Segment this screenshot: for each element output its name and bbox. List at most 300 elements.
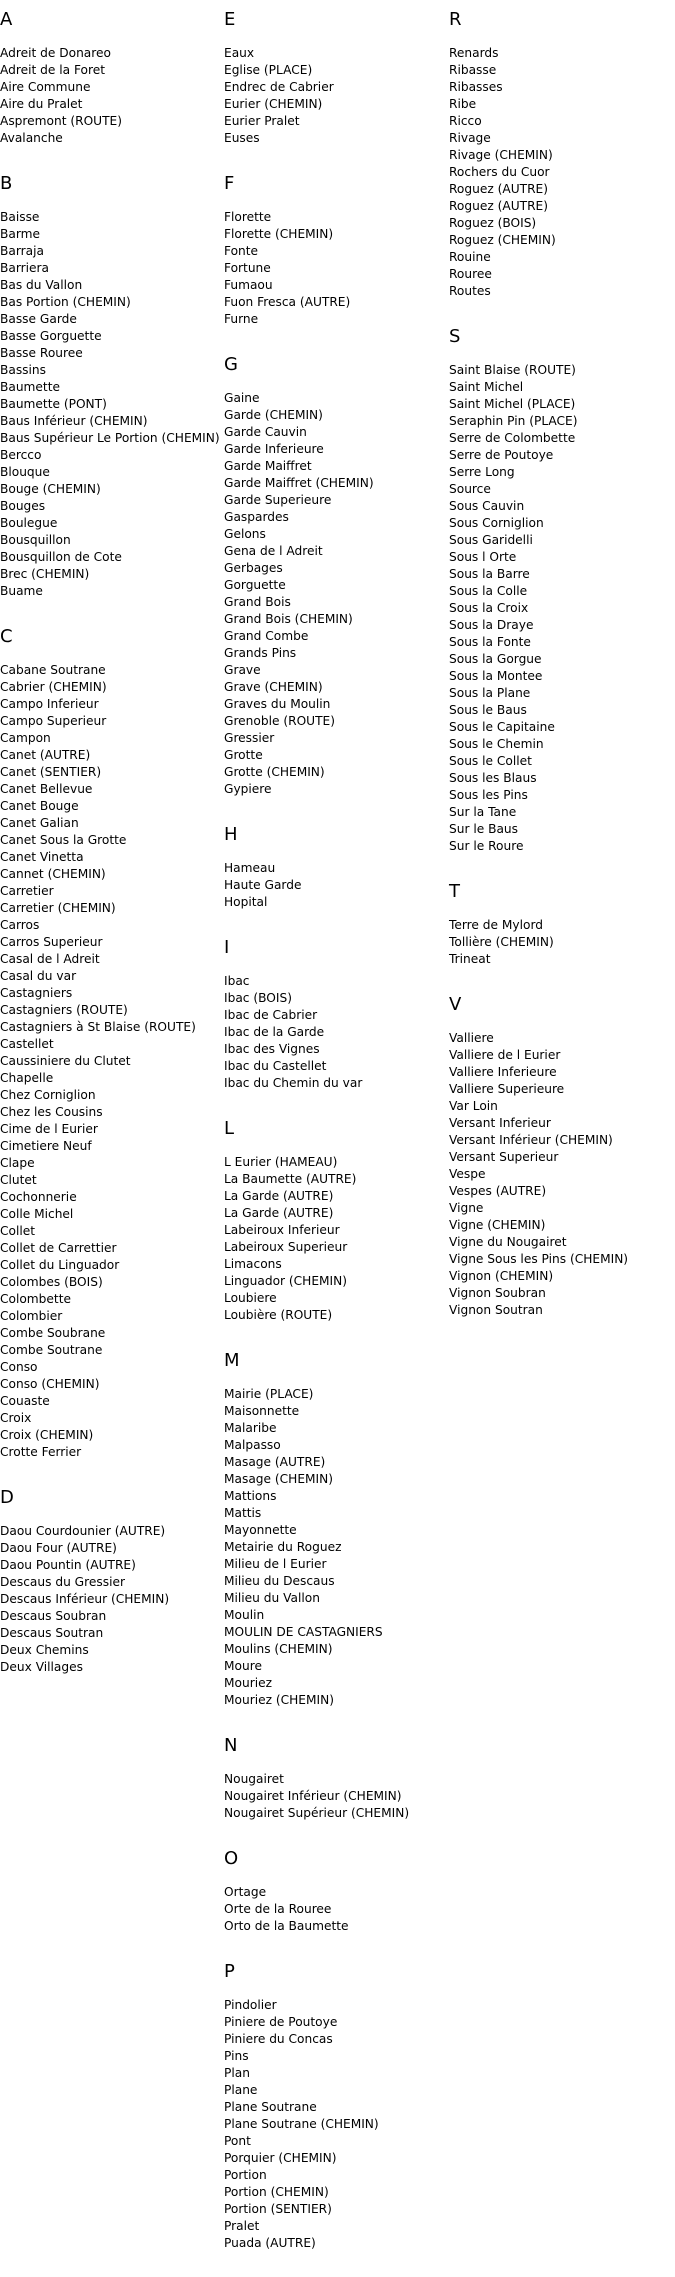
place-name-item: Barme — [0, 227, 40, 241]
place-name-item: Garde (CHEMIN) — [224, 408, 323, 422]
place-name-item: Orto de la Baumette — [224, 1919, 349, 1933]
place-name-list — [224, 1154, 444, 1324]
place-name-item: Baus Inférieur (CHEMIN) — [0, 414, 148, 428]
place-name-item: Porquier (CHEMIN) — [224, 2151, 337, 2165]
place-name-list — [224, 973, 444, 1092]
place-name-item: Pindolier — [224, 1998, 277, 2012]
place-name-item: Saint Michel — [449, 380, 524, 394]
place-name-item: Vignon Soubran — [449, 1286, 546, 1300]
letter-section — [449, 325, 669, 855]
place-name-item: Canet Galian — [0, 816, 79, 830]
section-letter-heading: H — [224, 824, 238, 845]
column-2 — [224, 0, 444, 2277]
place-name-item: Gelons — [224, 527, 266, 541]
place-name-item: Barriera — [0, 261, 49, 275]
place-name-item: Avalanche — [0, 131, 63, 145]
place-name-item: Sous Cauvin — [449, 499, 525, 513]
place-name-item: Gypiere — [224, 782, 272, 796]
place-name-list — [224, 1771, 444, 1822]
letter-section — [224, 1117, 444, 1324]
place-name-item: Daou Pountin (AUTRE) — [0, 1558, 136, 1572]
place-name-item: Roguez (AUTRE) — [449, 199, 548, 213]
place-name-item: Bas Portion (CHEMIN) — [0, 295, 131, 309]
place-name-item: Sous la Gorgue — [449, 652, 542, 666]
place-name-item: Portion — [224, 2168, 267, 2182]
place-name-item: Vignon Soutran — [449, 1303, 543, 1317]
place-name-item: Baumette (PONT) — [0, 397, 107, 411]
place-name-item: Roguez (AUTRE) — [449, 182, 548, 196]
place-name-item: Aspremont (ROUTE) — [0, 114, 123, 128]
place-name-item: Florette — [224, 210, 272, 224]
place-name-item: Valliere Inferieure — [449, 1065, 557, 1079]
place-name-item: Hameau — [224, 861, 276, 875]
place-name-item: Descaus du Gressier — [0, 1575, 125, 1589]
column-1 — [0, 0, 220, 1701]
place-name-item: Graves du Moulin — [224, 697, 331, 711]
place-name-item: Vigne Sous les Pins (CHEMIN) — [449, 1252, 629, 1266]
place-name-item: Milieu du Descaus — [224, 1574, 335, 1588]
place-name-item: Colle Michel — [0, 1207, 74, 1221]
place-name-item: Combe Soubrane — [0, 1326, 106, 1340]
place-name-item: Limacons — [224, 1257, 282, 1271]
letter-section — [224, 823, 444, 911]
place-name-item: Aire du Pralet — [0, 97, 83, 111]
place-name-item: Ibac du Castellet — [224, 1059, 327, 1073]
place-name-item: Ibac de Cabrier — [224, 1008, 318, 1022]
place-name-item: Castagniers — [0, 986, 73, 1000]
place-name-item: Mayonnette — [224, 1523, 297, 1537]
place-name-list — [224, 860, 444, 911]
place-name-item: Ricco — [449, 114, 482, 128]
letter-section — [224, 172, 444, 328]
section-letter-heading: B — [0, 173, 13, 194]
place-name-item: Colombier — [0, 1309, 63, 1323]
place-name-item: Canet Bouge — [0, 799, 79, 813]
place-name-item: Terre de Mylord — [449, 918, 543, 932]
section-letter-heading: A — [0, 9, 13, 30]
letter-section — [449, 880, 669, 968]
place-name-item: Conso — [0, 1360, 38, 1374]
place-name-item: Sous les Blaus — [449, 771, 537, 785]
place-name-item: Serre de Poutoye — [449, 448, 554, 462]
place-name-list — [0, 1523, 220, 1676]
place-name-item: Fortune — [224, 261, 271, 275]
place-name-item: Mairie (PLACE) — [224, 1387, 314, 1401]
place-name-item: Eaux — [224, 46, 255, 60]
place-name-item: Piniere de Poutoye — [224, 2015, 338, 2029]
place-name-item: Sous le Baus — [449, 703, 527, 717]
place-name-item: Plane Soutrane (CHEMIN) — [224, 2117, 379, 2131]
place-name-item: Grands Pins — [224, 646, 297, 660]
place-name-item: Sous Corniglion — [449, 516, 544, 530]
place-name-item: Vigne — [449, 1201, 484, 1215]
place-name-item: Bouge (CHEMIN) — [0, 482, 101, 496]
place-name-item: Pins — [224, 2049, 249, 2063]
place-name-item: Florette (CHEMIN) — [224, 227, 334, 241]
place-name-item: Garde Inferieure — [224, 442, 324, 456]
place-name-item: Croix — [0, 1411, 32, 1425]
place-name-item: Cimetiere Neuf — [0, 1139, 92, 1153]
section-letter-heading: R — [449, 9, 462, 30]
section-letter-heading: E — [224, 9, 236, 30]
place-name-item: Gerbages — [224, 561, 283, 575]
place-name-item: Nougairet Inférieur (CHEMIN) — [224, 1789, 402, 1803]
letter-section — [224, 1847, 444, 1935]
place-name-item: Malaribe — [224, 1421, 277, 1435]
place-name-item: Vigne (CHEMIN) — [449, 1218, 546, 1232]
place-name-item: Deux Chemins — [0, 1643, 89, 1657]
place-name-item: Chapelle — [0, 1071, 54, 1085]
place-name-item: Couaste — [0, 1394, 50, 1408]
place-name-item: Piniere du Concas — [224, 2032, 333, 2046]
place-name-item: Brec (CHEMIN) — [0, 567, 90, 581]
place-name-item: Croix (CHEMIN) — [0, 1428, 94, 1442]
place-name-item: Gena de l Adreit — [224, 544, 323, 558]
place-name-item: Var Loin — [449, 1099, 498, 1113]
section-letter-heading: C — [0, 626, 13, 647]
place-name-item: Rivage (CHEMIN) — [449, 148, 553, 162]
place-name-item: Campon — [0, 731, 51, 745]
place-name-item: Hopital — [224, 895, 268, 909]
place-name-item: Fonte — [224, 244, 259, 258]
place-name-item: Gorguette — [224, 578, 286, 592]
place-name-item: Plane — [224, 2083, 258, 2097]
place-name-item: Casal de l Adreit — [0, 952, 100, 966]
place-name-item: Loubiere — [224, 1291, 277, 1305]
place-name-item: Chez Corniglion — [0, 1088, 96, 1102]
place-name-list — [224, 45, 444, 147]
place-name-item: Ribasse — [449, 63, 497, 77]
place-name-list — [449, 1030, 669, 1319]
place-name-item: Eurier (CHEMIN) — [224, 97, 323, 111]
place-name-item: Sous la Draye — [449, 618, 534, 632]
place-name-item: Versant Inférieur (CHEMIN) — [449, 1133, 613, 1147]
place-name-item: Caussiniere du Clutet — [0, 1054, 131, 1068]
place-name-item: Valliere Superieure — [449, 1082, 565, 1096]
place-name-item: Cime de l Eurier — [0, 1122, 98, 1136]
place-name-item: Fuon Fresca (AUTRE) — [224, 295, 351, 309]
place-name-list — [224, 1884, 444, 1935]
place-name-item: Garde Cauvin — [224, 425, 307, 439]
letter-section — [449, 993, 669, 1319]
section-letter-heading: T — [449, 881, 460, 902]
place-name-item: Carretier (CHEMIN) — [0, 901, 116, 915]
place-name-item: Ibac de la Garde — [224, 1025, 325, 1039]
section-letter-heading: P — [224, 1961, 235, 1982]
place-name-item: Colombette — [0, 1292, 71, 1306]
place-name-item: Grave — [224, 663, 261, 677]
place-name-item: Moure — [224, 1659, 262, 1673]
place-name-item: Basse Garde — [0, 312, 77, 326]
place-name-item: Sur le Roure — [449, 839, 524, 853]
place-name-item: Castagniers (ROUTE) — [0, 1003, 128, 1017]
place-name-item: Collet — [0, 1224, 36, 1238]
place-name-item: Bousquillon de Cote — [0, 550, 122, 564]
place-name-item: Bassins — [0, 363, 46, 377]
column-3 — [449, 0, 669, 1344]
place-name-item: Ribasses — [449, 80, 503, 94]
place-name-item: Saint Blaise (ROUTE) — [449, 363, 576, 377]
place-name-item: MOULIN DE CASTAGNIERS — [224, 1625, 383, 1639]
place-name-list — [449, 45, 669, 300]
place-name-item: Clape — [0, 1156, 35, 1170]
place-name-item: Descaus Inférieur (CHEMIN) — [0, 1592, 170, 1606]
letter-section — [0, 172, 220, 600]
place-name-item: Metairie du Roguez — [224, 1540, 342, 1554]
place-name-item: Baisse — [0, 210, 40, 224]
place-name-item: Sous la Colle — [449, 584, 528, 598]
place-name-item: Baumette — [0, 380, 60, 394]
section-letter-heading: I — [224, 937, 230, 958]
place-name-item: Moulin — [224, 1608, 265, 1622]
place-name-item: Combe Soutrane — [0, 1343, 103, 1357]
place-name-item: Grand Bois — [224, 595, 291, 609]
place-name-item: Fumaou — [224, 278, 273, 292]
place-name-item: Cabane Soutrane — [0, 663, 106, 677]
place-name-item: Canet Bellevue — [0, 782, 93, 796]
place-name-item: Sous Garidelli — [449, 533, 533, 547]
place-name-item: Nougairet Supérieur (CHEMIN) — [224, 1806, 410, 1820]
place-name-item: Buame — [0, 584, 43, 598]
letter-section — [224, 1734, 444, 1822]
place-name-item: Endrec de Cabrier — [224, 80, 334, 94]
place-name-item: Mouriez — [224, 1676, 272, 1690]
place-name-item: Canet Sous la Grotte — [0, 833, 127, 847]
place-name-list — [0, 662, 220, 1461]
place-name-item: Grave (CHEMIN) — [224, 680, 323, 694]
place-name-item: Chez les Cousins — [0, 1105, 103, 1119]
place-name-item: Barraja — [0, 244, 44, 258]
place-name-item: Sur le Baus — [449, 822, 519, 836]
place-name-item: Mouriez (CHEMIN) — [224, 1693, 334, 1707]
place-name-item: Sous le Capitaine — [449, 720, 555, 734]
place-name-item: Sur la Tane — [449, 805, 517, 819]
place-name-item: Mattis — [224, 1506, 262, 1520]
section-letter-heading: L — [224, 1118, 235, 1139]
place-name-list — [449, 917, 669, 968]
section-letter-heading: V — [449, 994, 462, 1015]
place-name-item: Labeiroux Superieur — [224, 1240, 348, 1254]
place-name-item: Versant Superieur — [449, 1150, 559, 1164]
place-name-item: Clutet — [0, 1173, 37, 1187]
place-name-item: Valliere de l Eurier — [449, 1048, 561, 1062]
letter-section — [0, 8, 220, 147]
place-name-item: Descaus Soutran — [0, 1626, 104, 1640]
place-name-list — [449, 362, 669, 855]
place-name-item: Valliere — [449, 1031, 494, 1045]
place-name-item: Garde Maiffret (CHEMIN) — [224, 476, 374, 490]
place-name-item: Labeiroux Inferieur — [224, 1223, 340, 1237]
section-letter-heading: N — [224, 1735, 238, 1756]
section-letter-heading: D — [0, 1487, 14, 1508]
section-letter-heading: M — [224, 1350, 240, 1371]
place-name-item: Castagniers à St Blaise (ROUTE) — [0, 1020, 196, 1034]
place-name-item: Conso (CHEMIN) — [0, 1377, 100, 1391]
place-name-item: Renards — [449, 46, 499, 60]
place-name-item: Basse Rouree — [0, 346, 83, 360]
place-name-item: Masage (CHEMIN) — [224, 1472, 334, 1486]
place-name-item: Gressier — [224, 731, 275, 745]
place-name-item: Milieu du Vallon — [224, 1591, 320, 1605]
place-name-item: Vignon (CHEMIN) — [449, 1269, 554, 1283]
place-name-item: Gaspardes — [224, 510, 289, 524]
place-name-item: Basse Gorguette — [0, 329, 102, 343]
place-name-item: Masage (AUTRE) — [224, 1455, 326, 1469]
place-name-item: Vespes (AUTRE) — [449, 1184, 547, 1198]
place-name-item: Haute Garde — [224, 878, 302, 892]
place-name-item: Nougairet — [224, 1772, 284, 1786]
place-name-item: Sous l Orte — [449, 550, 517, 564]
section-letter-heading: G — [224, 354, 238, 375]
place-name-item: Cochonnerie — [0, 1190, 77, 1204]
place-name-list — [224, 1386, 444, 1709]
place-name-item: Sous la Fonte — [449, 635, 531, 649]
place-name-item: L Eurier (HAMEAU) — [224, 1155, 338, 1169]
section-letter-heading: S — [449, 326, 461, 347]
place-name-item: Ibac (BOIS) — [224, 991, 292, 1005]
place-name-item: Boulegue — [0, 516, 58, 530]
place-name-item: Sous la Montee — [449, 669, 543, 683]
place-name-item: Bas du Vallon — [0, 278, 83, 292]
place-name-item: Grotte (CHEMIN) — [224, 765, 325, 779]
place-name-item: Baus Supérieur Le Portion (CHEMIN) — [0, 431, 220, 445]
place-name-item: Ortage — [224, 1885, 267, 1899]
place-name-item: Campo Superieur — [0, 714, 107, 728]
letter-section — [224, 936, 444, 1092]
place-name-item: Blouque — [0, 465, 50, 479]
place-name-item: Portion (SENTIER) — [224, 2202, 332, 2216]
place-name-item: Versant Inferieur — [449, 1116, 551, 1130]
place-name-item: Casal du var — [0, 969, 77, 983]
letter-section — [0, 1486, 220, 1676]
place-name-item: Ibac — [224, 974, 250, 988]
place-name-item: Canet (AUTRE) — [0, 748, 91, 762]
place-name-item: Grand Combe — [224, 629, 309, 643]
place-name-item: Grotte — [224, 748, 263, 762]
place-name-item: Adreit de Donareo — [0, 46, 111, 60]
place-name-item: Collet du Linguador — [0, 1258, 120, 1272]
place-name-item: Malpasso — [224, 1438, 281, 1452]
place-name-item: Bouges — [0, 499, 46, 513]
place-name-item: Grand Bois (CHEMIN) — [224, 612, 353, 626]
place-name-item: Campo Inferieur — [0, 697, 99, 711]
place-name-item: Seraphin Pin (PLACE) — [449, 414, 578, 428]
place-name-item: Adreit de la Foret — [0, 63, 106, 77]
place-name-list — [0, 209, 220, 600]
place-name-item: Bercco — [0, 448, 42, 462]
place-name-item: Eglise (PLACE) — [224, 63, 313, 77]
place-name-item: Moulins (CHEMIN) — [224, 1642, 333, 1656]
place-name-item: Vespe — [449, 1167, 486, 1181]
letter-section — [224, 1349, 444, 1709]
place-name-item: Collet de Carrettier — [0, 1241, 117, 1255]
place-name-item: Euses — [224, 131, 260, 145]
place-name-item: Rochers du Cuor — [449, 165, 550, 179]
place-name-item: Daou Courdounier (AUTRE) — [0, 1524, 166, 1538]
place-name-list — [224, 209, 444, 328]
letter-section — [224, 1960, 444, 2252]
place-name-item: Saint Michel (PLACE) — [449, 397, 576, 411]
place-name-item: Aire Commune — [0, 80, 91, 94]
place-name-item: Colombes (BOIS) — [0, 1275, 103, 1289]
place-name-item: Ibac du Chemin du var — [224, 1076, 363, 1090]
place-name-item: Crotte Ferrier — [0, 1445, 82, 1459]
place-name-item: Rouree — [449, 267, 492, 281]
place-name-item: Tollière (CHEMIN) — [449, 935, 554, 949]
place-name-item: Maisonnette — [224, 1404, 300, 1418]
section-letter-heading: F — [224, 173, 235, 194]
place-name-item: Serre de Colombette — [449, 431, 576, 445]
letter-section — [224, 353, 444, 798]
place-name-item: Rivage — [449, 131, 491, 145]
place-name-item: Grenoble (ROUTE) — [224, 714, 335, 728]
place-name-item: Canet Vinetta — [0, 850, 84, 864]
place-name-item: Pralet — [224, 2219, 260, 2233]
section-letter-heading: O — [224, 1848, 239, 1869]
place-name-item: Canet (SENTIER) — [0, 765, 102, 779]
place-name-item: Garde Maiffret — [224, 459, 312, 473]
place-name-item: Furne — [224, 312, 259, 326]
place-name-item: Gaine — [224, 391, 260, 405]
place-name-item: Cannet (CHEMIN) — [0, 867, 106, 881]
place-name-item: Carretier — [0, 884, 54, 898]
place-name-item: Loubière (ROUTE) — [224, 1308, 333, 1322]
place-name-item: Rouine — [449, 250, 491, 264]
place-name-item: Deux Villages — [0, 1660, 83, 1674]
place-name-item: Linguador (CHEMIN) — [224, 1274, 348, 1288]
place-name-item: Serre Long — [449, 465, 515, 479]
place-name-item: Garde Superieure — [224, 493, 332, 507]
place-name-item: Bousquillon — [0, 533, 71, 547]
letter-section — [0, 625, 220, 1461]
place-name-item: Puada (AUTRE) — [224, 2236, 316, 2250]
place-name-item: Sous les Pins — [449, 788, 528, 802]
place-name-item: Sous le Collet — [449, 754, 532, 768]
place-name-list — [0, 45, 220, 147]
place-name-item: Portion (CHEMIN) — [224, 2185, 329, 2199]
place-name-item: Sous la Barre — [449, 567, 530, 581]
place-name-list — [224, 390, 444, 798]
place-name-item: Eurier Pralet — [224, 114, 300, 128]
place-name-item: Roguez (BOIS) — [449, 216, 537, 230]
place-name-item: Ribe — [449, 97, 477, 111]
place-name-item: Sous la Plane — [449, 686, 531, 700]
place-name-item: Trineat — [449, 952, 491, 966]
place-name-item: La Baumette (AUTRE) — [224, 1172, 357, 1186]
place-name-item: Daou Four (AUTRE) — [0, 1541, 117, 1555]
place-name-item: Roguez (CHEMIN) — [449, 233, 556, 247]
place-name-item: Milieu de l Eurier — [224, 1557, 327, 1571]
place-name-item: Pont — [224, 2134, 251, 2148]
place-name-item: La Garde (AUTRE) — [224, 1189, 334, 1203]
place-name-item: Orte de la Rouree — [224, 1902, 332, 1916]
place-name-item: La Garde (AUTRE) — [224, 1206, 334, 1220]
place-name-item: Source — [449, 482, 491, 496]
place-name-item: Carros — [0, 918, 40, 932]
place-name-item: Carros Superieur — [0, 935, 103, 949]
place-name-item: Sous la Croix — [449, 601, 529, 615]
place-name-item: Castellet — [0, 1037, 54, 1051]
place-name-item: Sous le Chemin — [449, 737, 544, 751]
place-name-item: Plan — [224, 2066, 250, 2080]
place-name-item: Cabrier (CHEMIN) — [0, 680, 107, 694]
place-name-item: Vigne du Nougairet — [449, 1235, 567, 1249]
place-name-item: Routes — [449, 284, 491, 298]
place-name-item: Ibac des Vignes — [224, 1042, 320, 1056]
place-name-item: Descaus Soubran — [0, 1609, 107, 1623]
letter-section — [224, 8, 444, 147]
place-name-item: Plane Soutrane — [224, 2100, 317, 2114]
